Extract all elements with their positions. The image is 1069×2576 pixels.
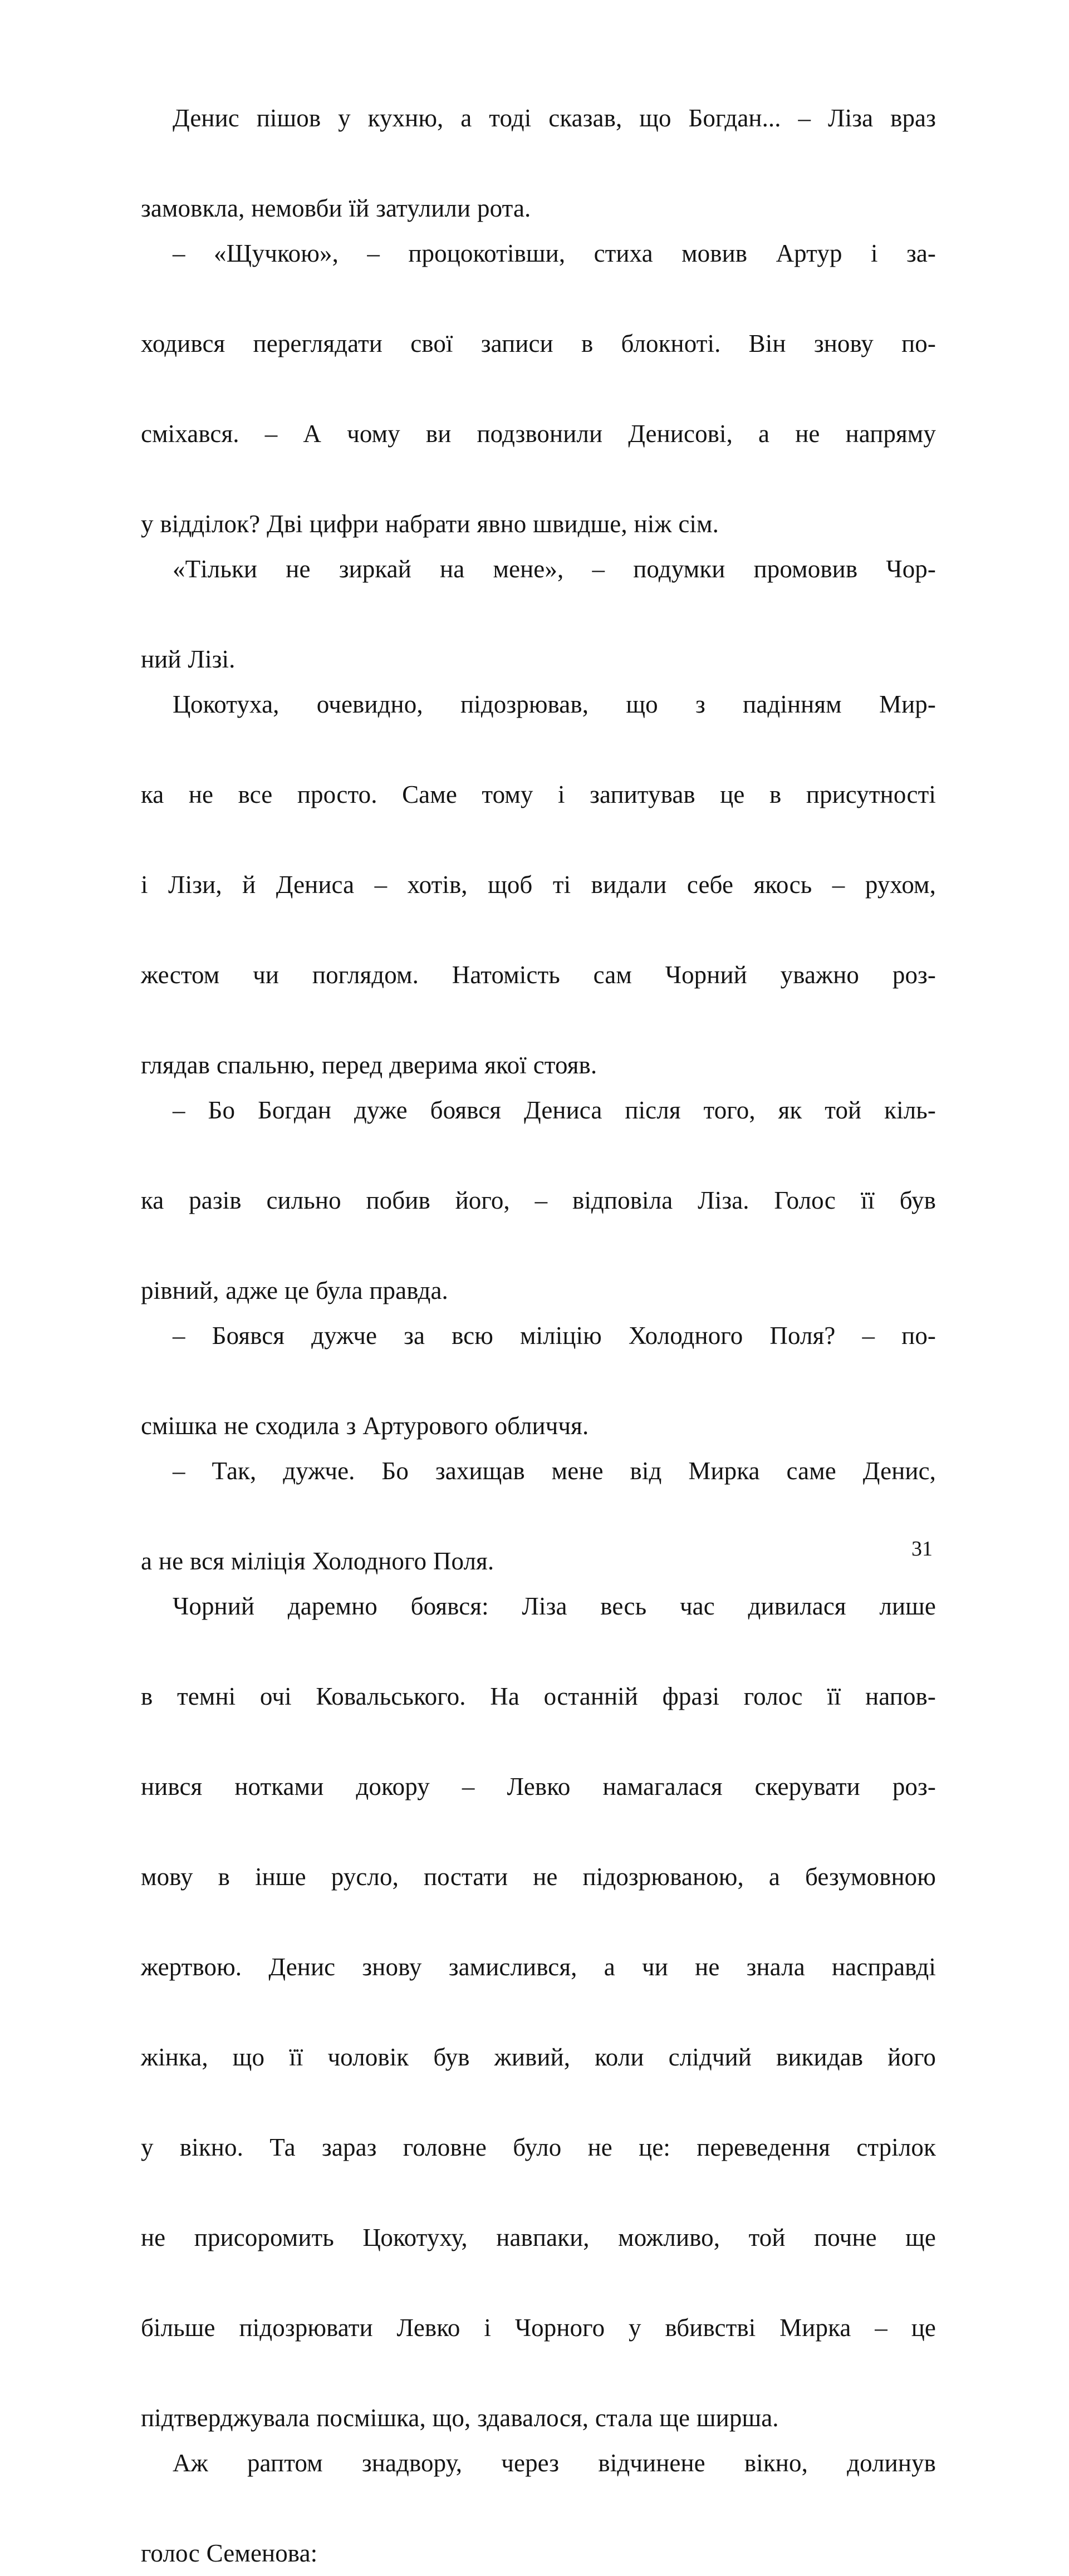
text-line: жінка, що її чоловік був живий, коли слідчий викидав його bbox=[141, 2043, 936, 2071]
paragraph bbox=[141, 1088, 936, 1313]
text-line: «Тільки не зиркай на мене», – подумки промовив Чор- bbox=[173, 555, 936, 583]
text-line: ка не все просто. Саме тому і запитував це в присутності bbox=[141, 781, 936, 808]
paragraph bbox=[141, 96, 936, 231]
text-line: – Бо Богдан дуже боявся Дениса після того, як той кіль- bbox=[173, 1096, 936, 1124]
paragraph bbox=[141, 1584, 936, 2441]
text-line: жертвою. Денис знову замислився, а чи не знала насправді bbox=[141, 1953, 936, 1981]
text-line: смішка не сходила з Артурового обличчя. bbox=[141, 1412, 589, 1440]
paragraph bbox=[141, 231, 936, 547]
paragraph bbox=[141, 1449, 936, 1584]
paragraph bbox=[141, 1313, 936, 1449]
body-text-block bbox=[141, 96, 936, 2576]
paragraph bbox=[141, 547, 936, 682]
text-line: Денис пішов у кухню, а тоді сказав, що Богдан... – Ліза враз bbox=[173, 104, 936, 132]
text-line: у вікно. Та зараз головне було не це: переведення стрілок bbox=[141, 2133, 936, 2161]
text-line: сміхався. – А чому ви подзвонили Денисові, а не напряму bbox=[141, 420, 936, 448]
paragraph bbox=[141, 2441, 936, 2576]
text-line: більше підозрювати Левко і Чорного у вбивстві Мирка – це bbox=[141, 2314, 936, 2342]
paragraph bbox=[141, 682, 936, 1088]
text-line: нився нотками докору – Левко намагалася скерувати роз- bbox=[141, 1773, 936, 1800]
text-line: ходився переглядати свої записи в блокноті. Він знову по- bbox=[141, 330, 936, 357]
text-line: в темні очі Ковальського. На останній фразі голос її напов- bbox=[141, 1682, 936, 1710]
text-line: а не вся міліція Холодного Поля. bbox=[141, 1547, 494, 1575]
text-line: – Боявся дужче за всю міліцію Холодного Поля? – по- bbox=[173, 1322, 936, 1350]
page-number: 31 bbox=[911, 1537, 933, 1561]
text-line: ний Лізі. bbox=[141, 645, 236, 673]
text-line: – «Щучкою», – процокотівши, стиха мовив Артур і за- bbox=[173, 239, 936, 267]
text-line: Аж раптом знадвору, через відчинене вікно, долинув bbox=[173, 2449, 936, 2477]
text-line: Чорний даремно боявся: Ліза весь час дивилася лише bbox=[173, 1592, 936, 1620]
text-line: – Так, дужче. Бо захищав мене від Мирка саме Денис, bbox=[173, 1457, 936, 1485]
text-line: замовкла, немовби їй затулили рота. bbox=[141, 194, 531, 222]
text-line: рівний, адже це була правда. bbox=[141, 1277, 448, 1304]
text-line: жестом чи поглядом. Натомість сам Чорний уважно роз- bbox=[141, 961, 936, 989]
text-line: голос Семенова: bbox=[141, 2539, 318, 2567]
text-line: підтверджувала посмішка, що, здавалося, стала ще ширша. bbox=[141, 2404, 779, 2432]
text-line: мову в інше русло, постати не підозрюваною, а безумовною bbox=[141, 1863, 936, 1891]
text-line: ка разів сильно побив його, – відповіла Ліза. Голос її був bbox=[141, 1186, 936, 1214]
text-line: і Лізи, й Дениса – хотів, щоб ті видали себе якось – рухом, bbox=[141, 871, 936, 899]
text-line: у відділок? Дві цифри набрати явно швидше, ніж сім. bbox=[141, 510, 719, 538]
text-line: Цокотуха, очевидно, підозрював, що з падінням Мир- bbox=[173, 690, 936, 718]
text-line: глядав спальню, перед дверима якої стояв. bbox=[141, 1051, 597, 1079]
text-line: не присоромить Цокотуху, навпаки, можливо, той почне ще bbox=[141, 2224, 936, 2251]
